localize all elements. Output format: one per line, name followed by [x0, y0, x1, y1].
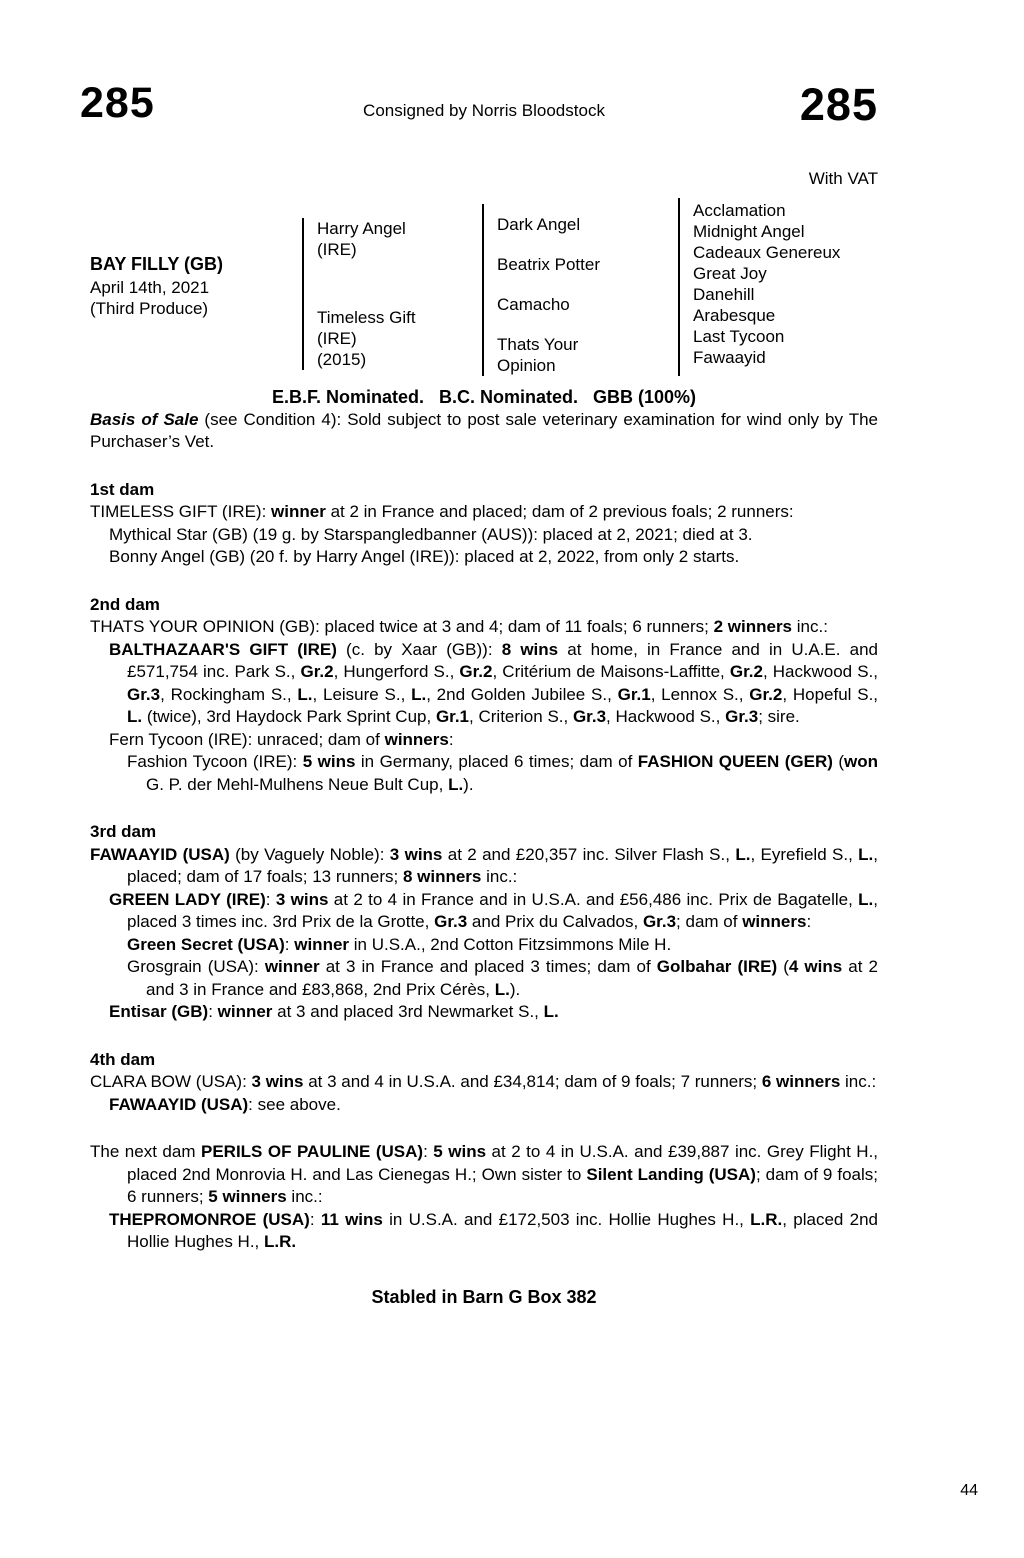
pedigree-paragraph: Green Secret (USA): winner in U.S.A., 2nd Cotton Fitzsimmons Mile H.: [127, 934, 672, 954]
pedigree-paragraph: BALTHAZAAR'S GIFT (IRE) (c. by Xaar (GB)): 8 wins at home, in France and in U.A.E. and £571,754 inc. Park S., Gr.2, Hungerford S., Gr.2, Critérium de Maisons-Laffitte, Gr.2, Hackwood S., Gr.3, Rockingham S., L., Leisure S., L., 2nd Golden Jubilee S., Gr.1, Lennox S., Gr.2, Hopeful S., L. (twice), 3rd Haydock Park Sprint Cup, Gr.1, Criterion S., Gr.3, Hackwood S., Gr.3; sire.: [109, 639, 879, 726]
section-heading: 4th dam: [90, 1049, 156, 1069]
stabling-note: Stabled in Barn G Box 382: [371, 1286, 597, 1307]
pedigree-grandparents-column: [482, 198, 678, 376]
ancestor-name: Fawaayid: [693, 348, 766, 367]
ancestor-name: Last Tycoon: [693, 327, 785, 346]
grandparent-name: Beatrix Potter: [497, 255, 600, 274]
pedigree-paragraph: Fashion Tycoon (IRE): 5 wins in Germany, placed 6 times; dam of FASHION QUEEN (GER) (won G. P. der Mehl-Mulhens Neue Bult Cup, L.).: [127, 752, 879, 794]
pedigree-subject-column: [90, 198, 302, 376]
ancestor-name: Midnight Angel: [693, 222, 805, 241]
pedigree-paragraph: Entisar (GB): winner at 3 and placed 3rd Newmarket S., L.: [109, 1002, 559, 1021]
ancestor-name: Great Joy: [693, 264, 767, 283]
sire-name: Harry Angel: [317, 219, 406, 238]
section-second-dam: [90, 594, 878, 797]
section-heading: 1st dam: [90, 479, 155, 499]
ancestor-name: Arabesque: [693, 306, 776, 325]
pedigree-paragraph: Mythical Star (GB) (19 g. by Starspangledbanner (AUS)): placed at 2, 2021; died at 3.: [109, 524, 753, 544]
dam-name: Timeless Gift: [317, 308, 416, 327]
sire-entry: [317, 218, 482, 260]
dam-year: (2015): [317, 350, 367, 369]
section-heading: 2nd dam: [90, 594, 160, 614]
horse-name: BAY FILLY (GB): [90, 254, 224, 274]
section-fourth-dam: [90, 1049, 878, 1117]
grandparent-name: Camacho: [497, 295, 570, 314]
pedigree-paragraph: THEPROMONROE (USA): 11 wins in U.S.A. and £172,503 inc. Hollie Hughes H., L.R., placed 2nd Hollie Hughes H., L.R.: [109, 1209, 878, 1251]
pedigree-paragraph: FAWAAYID (USA) (by Vaguely Noble): 3 wins at 2 and £20,357 inc. Silver Flash S., L., Eyrefield S., L., placed; dam of 17 foals; 13 runners; 8 winners inc.:: [90, 844, 878, 886]
grandparent-entry: [497, 294, 678, 315]
grandparent-entry: [497, 334, 678, 376]
lot-number-right: 285: [799, 79, 878, 130]
section-third-dam: [90, 821, 878, 1024]
ancestor-name: Acclamation: [693, 201, 786, 220]
grandparent-entry: [497, 214, 678, 235]
section-next-dam: [90, 1141, 878, 1254]
pedigree-paragraph: GREEN LADY (IRE): 3 wins at 2 to 4 in France and in U.S.A. and £56,486 inc. Prix de Bagatelle, L., placed 3 times inc. 3rd Prix de la Grotte, Gr.3 and Prix du Calvados, Gr.3; dam of winners:: [109, 889, 878, 931]
pedigree-table: [90, 198, 878, 376]
pedigree-paragraph: TIMELESS GIFT (IRE): winner at 2 in France and placed; dam of 2 previous foals; 2 runners:: [90, 502, 794, 521]
pedigree-paragraph: Grosgrain (USA): winner at 3 in France and placed 3 times; dam of Golbahar (IRE) (4 wins at 2 and 3 in France and £83,868, 2nd Prix Cérès, L.).: [127, 957, 879, 999]
page-number: 44: [960, 1482, 978, 1499]
pedigree-paragraph: Bonny Angel (GB) (20 f. by Harry Angel (IRE)): placed at 2, 2022, from only 2 starts.: [109, 547, 740, 566]
grandparent-name: Thats Your: [497, 335, 579, 354]
pedigree-paragraph: CLARA BOW (USA): 3 wins at 3 and 4 in U.S.A. and £34,814; dam of 9 foals; 7 runners; 6 winners inc.:: [90, 1072, 877, 1091]
foal-date: April 14th, 2021: [90, 278, 210, 297]
section-first-dam: [90, 479, 878, 569]
pedigree-paragraph: THATS YOUR OPINION (GB): placed twice at 3 and 4; dam of 11 foals; 6 runners; 2 winners inc.:: [90, 617, 828, 636]
lot-number-left: 285: [80, 79, 155, 127]
section-heading: 3rd dam: [90, 822, 157, 841]
ancestor-name: Cadeaux Genereux: [693, 243, 841, 262]
vat-note: With VAT: [808, 169, 878, 188]
pedigree-parents-bracket: [302, 218, 482, 370]
grandparent-entry: [497, 254, 678, 275]
ancestor-name: Danehill: [693, 285, 755, 304]
sire-suffix: (IRE): [317, 240, 357, 259]
pedigree-parents-column: [302, 198, 482, 376]
pedigree-paragraph: FAWAAYID (USA): see above.: [109, 1094, 341, 1114]
dam-entry: [317, 307, 482, 370]
pedigree-grandparents-bracket: [482, 204, 678, 376]
pedigree-paragraph: The next dam PERILS OF PAULINE (USA): 5 wins at 2 to 4 in U.S.A. and £39,887 inc. Grey Flight H., placed 2nd Monrovia H. and Las Cienegas H.; Own sister to Silent Landing (USA); dam of 9 foals; 6 runners; 5 winners inc.:: [90, 1142, 879, 1206]
nominations-line: E.B.F. Nominated. B.C. Nominated. GBB (100%): [271, 387, 697, 407]
dam-suffix: (IRE): [317, 329, 357, 348]
produce-note: (Third Produce): [90, 299, 209, 318]
page-header: [80, 79, 878, 168]
basis-of-sale: Basis of Sale (see Condition 4): Sold subject to post sale veterinary examination for wind only by The Purchaser’s Vet.: [90, 409, 879, 451]
pedigree-paragraph: Fern Tycoon (IRE): unraced; dam of winners:: [109, 729, 454, 749]
consignor-line: Consigned by Norris Bloodstock: [363, 101, 605, 120]
grandparent-name-line2: Opinion: [497, 356, 556, 375]
grandparent-name: Dark Angel: [497, 215, 581, 234]
pedigree-greatgrandparents-column: [678, 198, 878, 376]
